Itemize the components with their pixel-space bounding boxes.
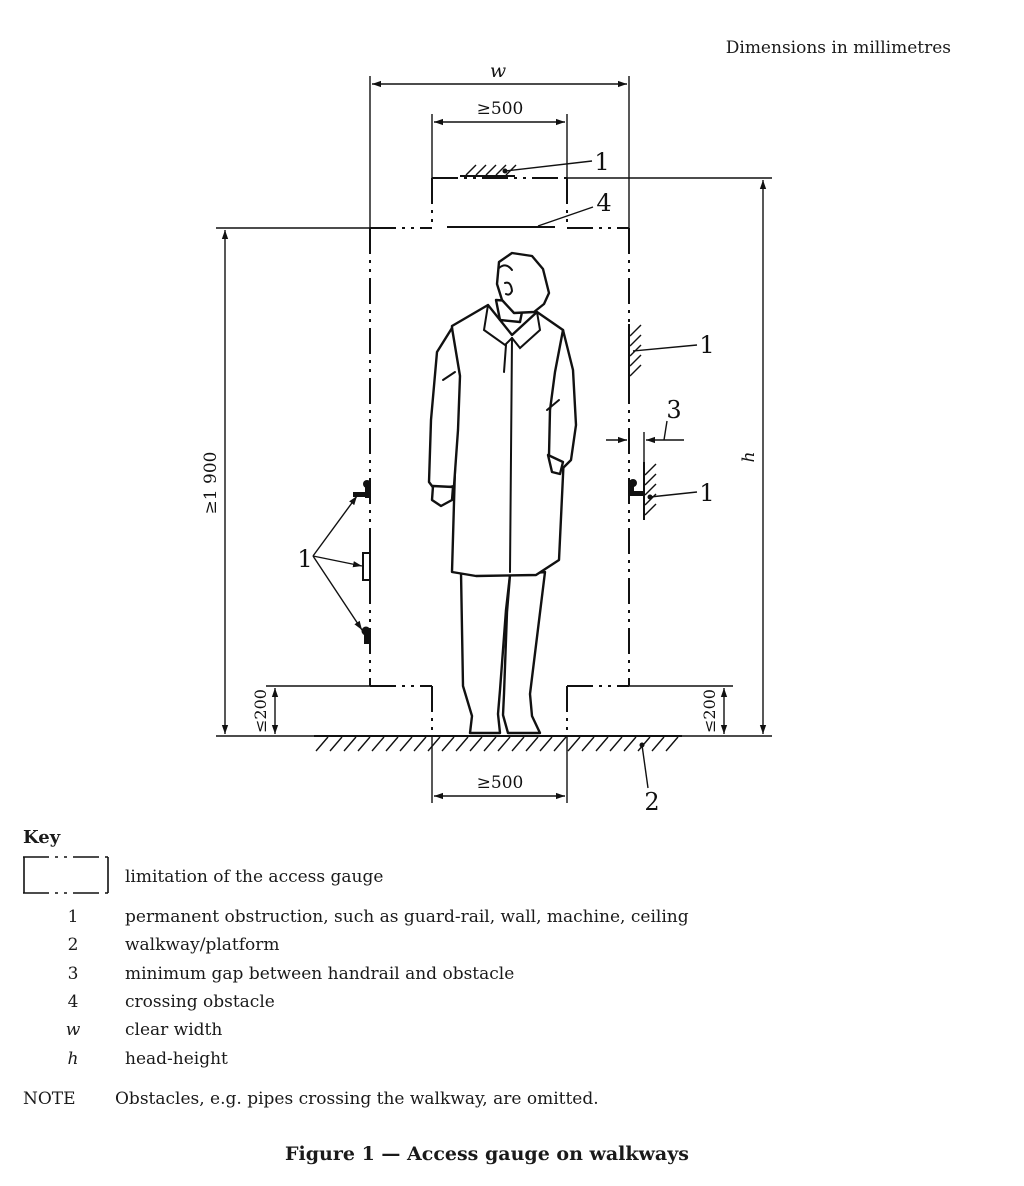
gauge-legend-desc: limitation of the access gauge <box>125 867 384 887</box>
key-item <box>0 907 760 933</box>
dim-label-step-left: ≤200 <box>251 689 270 733</box>
key-item <box>0 1020 760 1046</box>
key-description: minimum gap between handrail and obstacle <box>125 964 515 984</box>
walkway-platform <box>314 736 682 751</box>
handrail-left-top <box>353 480 371 498</box>
callout-2-walkway: 2 <box>644 788 660 816</box>
handrail-left-middle <box>363 553 370 580</box>
key-symbol: 2 <box>67 935 79 955</box>
callout-1-handrails: 1 <box>297 545 313 573</box>
callout-3-gap: 3 <box>666 396 682 424</box>
figure-caption: Figure 1 — Access gauge on walkways <box>285 1143 689 1165</box>
note-text: Obstacles, e.g. pipes crossing the walkway, are omitted. <box>115 1089 599 1109</box>
callout-1-ceiling: 1 <box>594 148 610 176</box>
key-description: walkway/platform <box>125 935 280 955</box>
person-figure <box>429 253 576 733</box>
callout-1-wall-upper: 1 <box>699 331 715 359</box>
key-description: crossing obstacle <box>125 992 275 1012</box>
dim-label-w: w <box>489 60 507 82</box>
key-item <box>0 1049 760 1075</box>
gauge-legend-swatch <box>23 856 109 894</box>
key-description: head-height <box>125 1049 228 1069</box>
key-symbol: 4 <box>67 992 79 1012</box>
key-symbol: h <box>67 1049 79 1069</box>
key-symbol: 3 <box>67 964 79 984</box>
key-description: clear width <box>125 1020 223 1040</box>
note-label: NOTE <box>23 1089 76 1109</box>
callout-4-crossing: 4 <box>596 189 612 217</box>
dim-label-min-width-bottom: ≥500 <box>476 773 524 793</box>
key-symbol: 1 <box>67 907 79 927</box>
key-item <box>0 964 760 990</box>
dim-label-min-width-top: ≥500 <box>476 99 524 119</box>
wall-lower-right <box>644 462 656 520</box>
callout-1-wall-lower: 1 <box>699 479 715 507</box>
handrail-right <box>629 479 644 496</box>
key-symbol: w <box>65 1020 81 1040</box>
dim-label-min-height: ≥1 900 <box>201 451 221 515</box>
key-item <box>0 935 760 961</box>
dim-label-step-right: ≤200 <box>700 689 719 733</box>
key-item <box>0 992 760 1018</box>
dim-label-h: h <box>739 451 759 463</box>
dimensions-note: Dimensions in millimetres <box>725 38 951 58</box>
key-description: permanent obstruction, such as guard-rail, wall, machine, ceiling <box>125 907 689 927</box>
key-title: Key <box>23 827 61 848</box>
handrail-left-bottom <box>362 627 371 645</box>
wall-upper-right <box>629 324 641 380</box>
